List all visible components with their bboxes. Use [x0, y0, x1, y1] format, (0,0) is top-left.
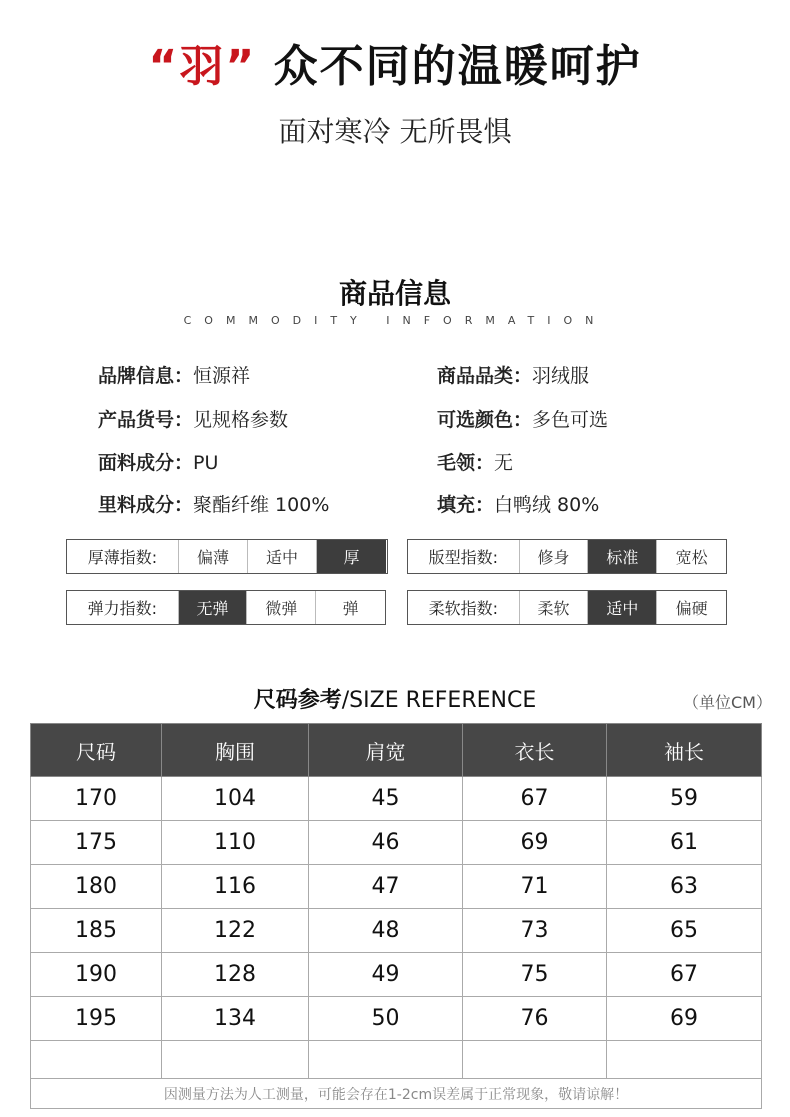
table-cell: 69	[607, 997, 762, 1041]
table-cell: 48	[309, 909, 463, 953]
table-cell	[309, 1041, 463, 1079]
info-title: 商品信息	[338, 277, 451, 310]
index-option[interactable]: 厚	[317, 540, 386, 573]
index-option[interactable]: 微弹	[247, 591, 316, 624]
size-table	[30, 723, 762, 1109]
spec-key: 填充：	[437, 494, 495, 516]
column-header: 胸围	[162, 724, 309, 777]
spec-value: 聚酯纤维 100%	[193, 494, 330, 516]
index-option[interactable]: 修身	[520, 540, 589, 573]
table-cell: 50	[309, 997, 463, 1041]
spec-value: 无	[494, 452, 514, 474]
spec-category	[437, 361, 589, 388]
table-row	[31, 997, 762, 1041]
spec-value: PU	[193, 452, 219, 474]
fit-index	[407, 539, 727, 574]
table-cell: 46	[309, 821, 463, 865]
spec-colors	[437, 405, 608, 432]
table-cell: 65	[607, 909, 762, 953]
size-title	[0, 683, 790, 714]
index-option[interactable]: 适中	[588, 591, 657, 624]
headline	[0, 30, 790, 94]
table-cell: 180	[31, 865, 162, 909]
table-cell: 134	[162, 997, 309, 1041]
column-header: 袖长	[607, 724, 762, 777]
table-cell: 116	[162, 865, 309, 909]
spec-key: 里料成分：	[98, 494, 194, 516]
headline-text: 众不同的温暖呵护	[273, 41, 642, 92]
index-label: 弹力指数:	[67, 591, 179, 624]
thickness-index	[66, 539, 388, 574]
table-cell	[31, 1041, 162, 1079]
spec-key: 面料成分：	[98, 452, 194, 474]
table-cell: 67	[607, 953, 762, 997]
spec-key: 毛领：	[437, 452, 495, 474]
table-cell	[463, 1041, 607, 1079]
table-cell: 170	[31, 777, 162, 821]
index-option[interactable]: 偏薄	[179, 540, 248, 573]
spec-item-number	[98, 405, 288, 432]
table-cell: 110	[162, 821, 309, 865]
table-cell: 104	[162, 777, 309, 821]
spec-value: 多色可选	[532, 409, 609, 431]
spec-lining	[98, 490, 329, 517]
column-header: 尺码	[31, 724, 162, 777]
spec-fur-collar	[437, 448, 513, 475]
softness-index	[407, 590, 727, 625]
index-label: 厚薄指数:	[67, 540, 179, 573]
note-row	[31, 1079, 762, 1109]
table-cell: 128	[162, 953, 309, 997]
index-option[interactable]: 标准	[588, 540, 657, 573]
spec-filling	[437, 490, 599, 517]
table-cell: 71	[463, 865, 607, 909]
headline-highlight: “羽”	[148, 41, 257, 92]
table-row	[31, 821, 762, 865]
table-cell: 67	[463, 777, 607, 821]
index-option[interactable]: 偏硬	[675, 599, 708, 618]
table-cell: 61	[607, 821, 762, 865]
table-cell	[607, 1041, 762, 1079]
table-cell	[162, 1041, 309, 1079]
table-cell: 76	[463, 997, 607, 1041]
spec-key: 产品货号：	[98, 409, 194, 431]
table-cell: 175	[31, 821, 162, 865]
size-title-en: /SIZE REFERENCE	[341, 688, 537, 713]
size-title-cn: 尺码参考	[253, 688, 342, 713]
spec-fabric	[98, 448, 218, 475]
table-cell: 63	[607, 865, 762, 909]
index-option[interactable]: 弹	[342, 599, 359, 618]
spec-value: 羽绒服	[532, 365, 590, 387]
table-cell: 69	[463, 821, 607, 865]
elasticity-index	[66, 590, 386, 625]
table-header-row	[31, 724, 762, 777]
spec-key: 品牌信息：	[98, 365, 194, 387]
table-row	[31, 909, 762, 953]
table-cell: 195	[31, 997, 162, 1041]
spec-value: 白鸭绒 80%	[494, 494, 600, 516]
table-cell: 190	[31, 953, 162, 997]
spec-key: 可选颜色：	[437, 409, 533, 431]
table-cell: 49	[309, 953, 463, 997]
index-option[interactable]: 适中	[248, 540, 317, 573]
index-option[interactable]: 无弹	[179, 591, 248, 624]
unit-label: （单位CM）	[683, 693, 772, 712]
index-label: 版型指数:	[408, 540, 520, 573]
measurement-note: 因测量方法为人工测量，可能会存在1-2cm误差属于正常现象，敬请谅解！	[31, 1079, 762, 1109]
index-option[interactable]: 柔软	[520, 591, 589, 624]
table-row	[31, 865, 762, 909]
column-header: 肩宽	[309, 724, 463, 777]
table-row	[31, 953, 762, 997]
index-label: 柔软指数:	[408, 591, 520, 624]
table-cell: 59	[607, 777, 762, 821]
table-cell: 75	[463, 953, 607, 997]
spec-key: 商品品类：	[437, 365, 533, 387]
spec-value: 见规格参数	[193, 409, 289, 431]
index-option[interactable]: 宽松	[675, 548, 708, 567]
empty-row	[31, 1041, 762, 1079]
column-header: 衣长	[463, 724, 607, 777]
table-cell: 45	[309, 777, 463, 821]
spec-value: 恒源祥	[193, 365, 251, 387]
subheadline: 面对寒冷 无所畏惧	[278, 115, 512, 148]
info-subtitle: COMMODITY INFORMATION	[183, 314, 607, 327]
table-cell: 47	[309, 865, 463, 909]
table-row	[31, 777, 762, 821]
table-cell: 185	[31, 909, 162, 953]
table-cell: 122	[162, 909, 309, 953]
spec-brand	[98, 361, 250, 388]
table-cell: 73	[463, 909, 607, 953]
